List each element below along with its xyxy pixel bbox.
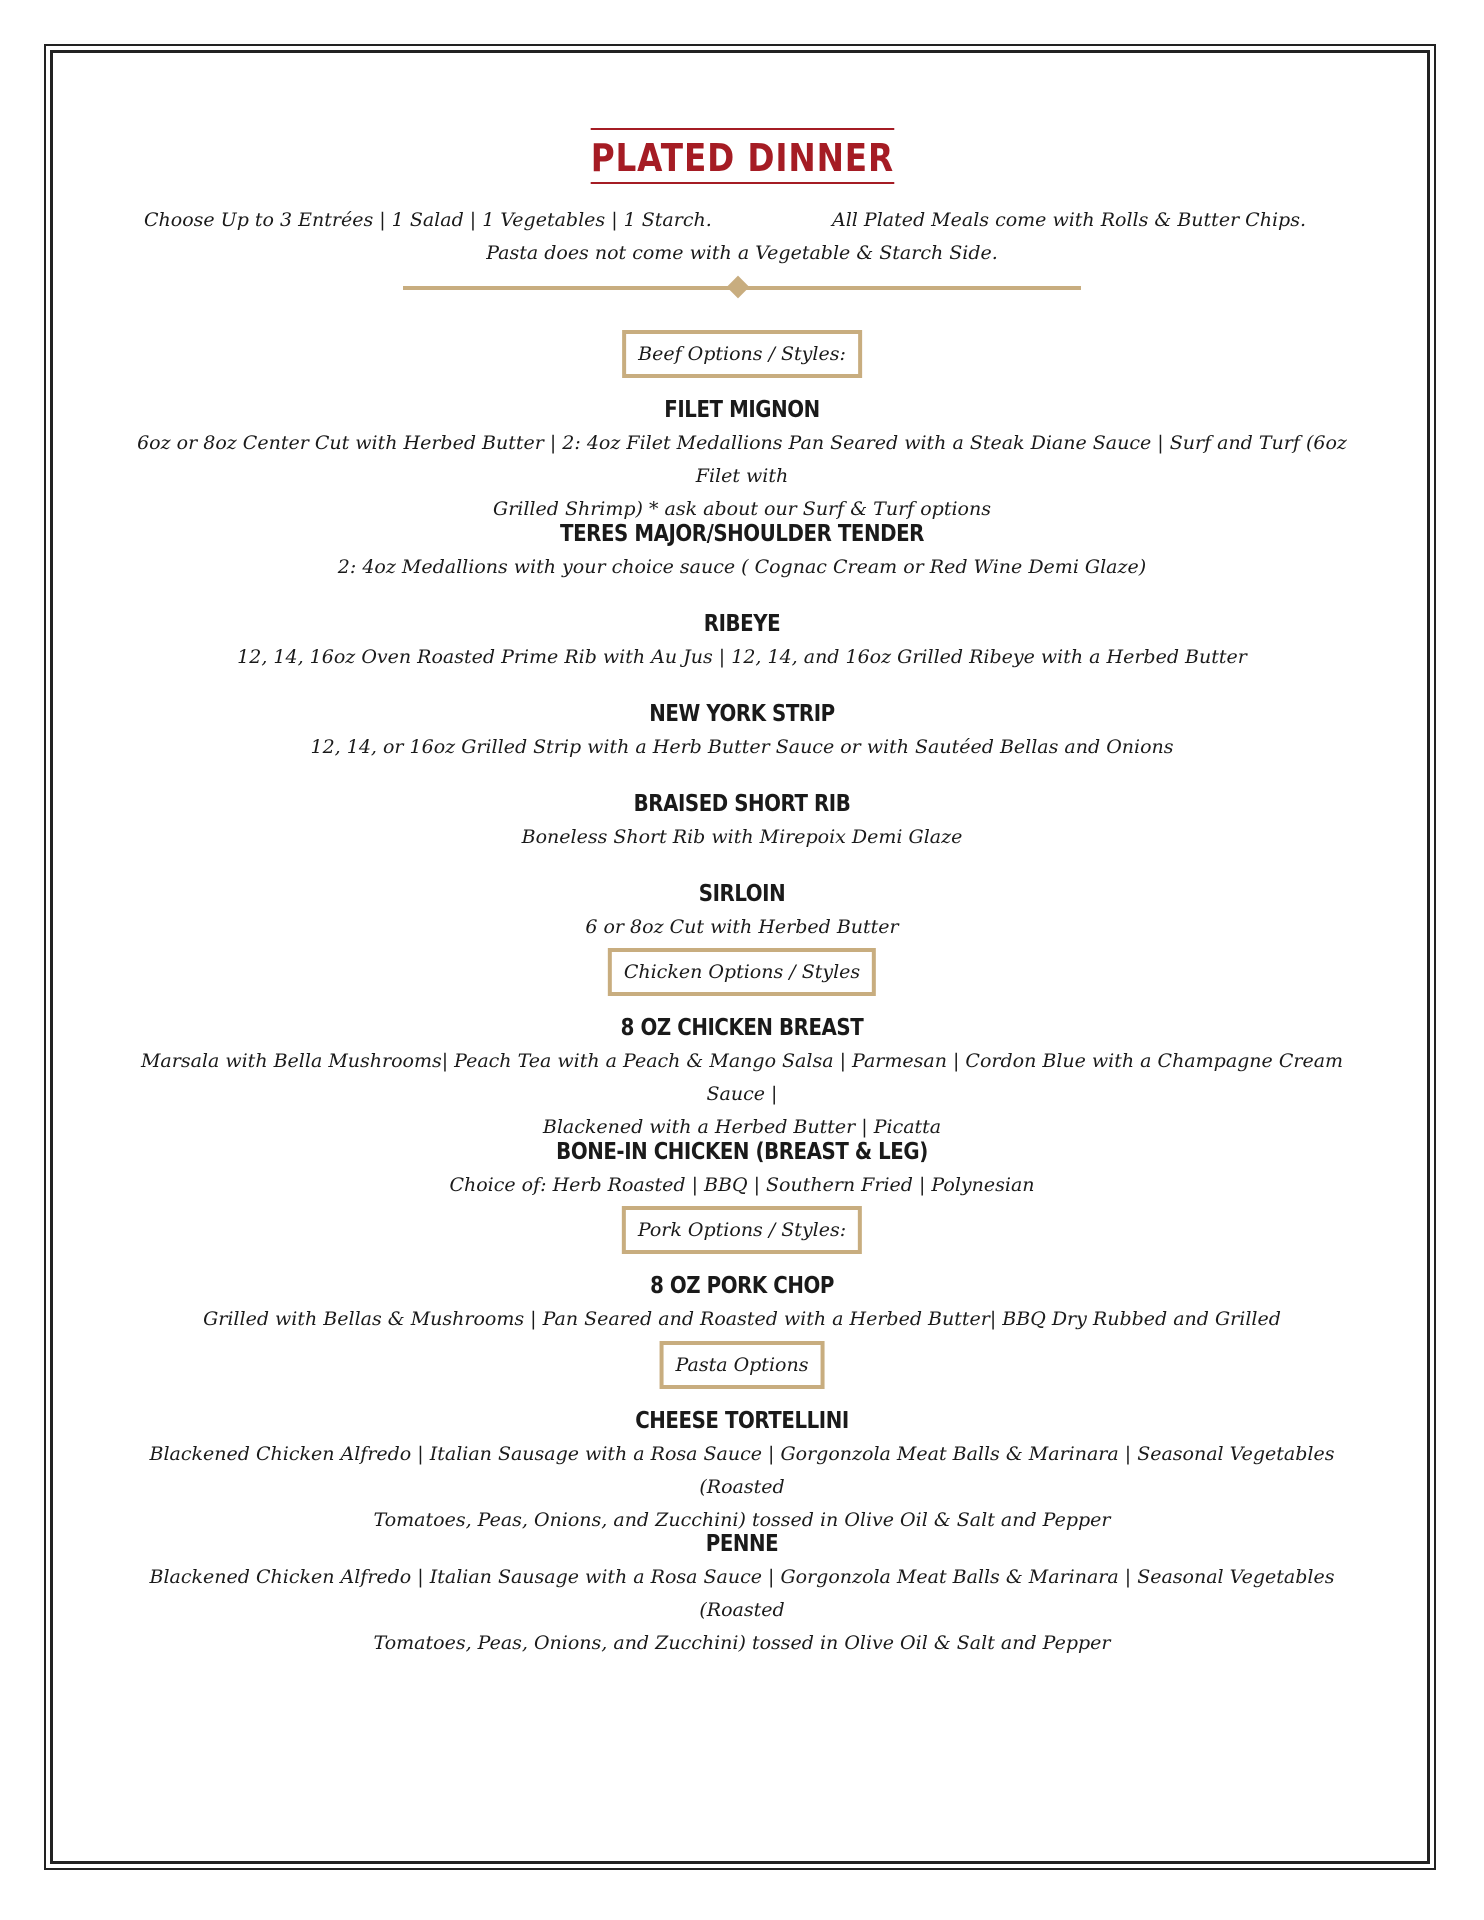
menu-item-sirloin <box>120 879 1364 944</box>
item-description: 12, 14, 16oz Oven Roasted Prime Rib with Au Jus | 12, 14, and 16oz Grilled Ribeye with a Herbed Butter <box>237 646 1247 668</box>
menu-item-chicken-breast <box>120 1013 1364 1144</box>
section-badge-pasta: Pasta Options <box>660 1341 825 1389</box>
item-description: 12, 14, or 16oz Grilled Strip with a Herb Butter Sauce or with Sautéed Bellas and Onions <box>310 736 1174 758</box>
item-description-line: Tomatoes, Peas, Onions, and Zucchini) tossed in Olive Oil & Salt and Pepper <box>373 1632 1111 1654</box>
menu-item-penne <box>120 1529 1364 1660</box>
item-name: TERES MAJOR/SHOULDER TENDER <box>560 521 924 547</box>
item-description-line: Blackened with a Herbed Butter | Picatta <box>542 1116 942 1138</box>
item-description: Grilled with Bellas & Mushrooms | Pan Seared and Roasted with a Herbed Butter| BBQ Dry Rubbed and Grilled <box>203 1308 1281 1330</box>
item-description-line: 6oz or 8oz Center Cut with Herbed Butter | 2: 4oz Filet Medallions Pan Seared with a Steak Diane Sauce | Surf and Turf (6oz Filet with <box>137 432 1347 487</box>
item-name: SIRLOIN <box>698 881 786 907</box>
menu-item-teres-major <box>120 519 1364 584</box>
item-description: 6 or 8oz Cut with Herbed Butter <box>585 916 899 938</box>
item-name: BRAISED SHORT RIB <box>633 791 851 817</box>
section-badge-beef: Beef Options / Styles: <box>622 330 862 378</box>
item-description <box>120 1045 1364 1144</box>
menu-item-pork-chop <box>120 1271 1364 1336</box>
item-description: 2: 4oz Medallions with your choice sauce ( Cognac Cream or Red Wine Demi Glaze) <box>337 556 1147 578</box>
intro-rolls-note: All Plated Meals come with Rolls & Butter Chips. <box>832 209 1306 231</box>
title-block <box>120 128 1364 184</box>
item-description <box>120 1561 1364 1660</box>
item-name: BONE-IN CHICKEN (BREAST & LEG) <box>556 1139 928 1165</box>
item-name: NEW YORK STRIP <box>649 701 835 727</box>
item-description-line: Marsala with Bella Mushrooms| Peach Tea with a Peach & Mango Salsa | Parmesan | Cordon Blue with a Champagne Cream Sauce | <box>140 1050 1344 1105</box>
item-name: 8 OZ PORK CHOP <box>650 1273 834 1299</box>
item-name: PENNE <box>705 1531 779 1557</box>
item-description <box>120 1438 1364 1537</box>
item-name: FILET MIGNON <box>664 397 820 423</box>
item-name: 8 OZ CHICKEN BREAST <box>620 1015 864 1041</box>
section-badge-chicken: Chicken Options / Styles <box>608 948 876 996</box>
item-description-line: Tomatoes, Peas, Onions, and Zucchini) tossed in Olive Oil & Salt and Pepper <box>373 1509 1111 1531</box>
intro-pasta-note: Pasta does not come with a Vegetable & Starch Side. <box>486 242 998 264</box>
item-description: Boneless Short Rib with Mirepoix Demi Glaze <box>521 826 963 848</box>
item-name: RIBEYE <box>703 611 781 637</box>
section-badge-pork: Pork Options / Styles: <box>622 1206 862 1254</box>
item-description-line: Grilled Shrimp) * ask about our Surf & Turf options <box>493 498 991 520</box>
item-description-line: Blackened Chicken Alfredo | Italian Sausage with a Rosa Sauce | Gorgonzola Meat Balls & Marinara | Seasonal Vegetables (Roasted <box>149 1443 1335 1498</box>
menu-item-filet-mignon <box>120 395 1364 526</box>
item-description: Choice of: Herb Roasted | BBQ | Southern Fried | Polynesian <box>449 1174 1035 1196</box>
menu-item-bone-in-chicken <box>120 1137 1364 1202</box>
item-description <box>120 427 1364 526</box>
page-title: PLATED DINNER <box>590 128 893 184</box>
menu-item-cheese-tortellini <box>120 1406 1364 1537</box>
intro-choices: Choose Up to 3 Entrées | 1 Salad | 1 Vegetables | 1 Starch. <box>144 209 712 231</box>
menu-item-new-york-strip <box>120 699 1364 764</box>
item-name: CHEESE TORTELLINI <box>635 1408 849 1434</box>
item-description-line: Blackened Chicken Alfredo | Italian Sausage with a Rosa Sauce | Gorgonzola Meat Balls & Marinara | Seasonal Vegetables (Roasted <box>149 1566 1335 1621</box>
menu-item-braised-short-rib <box>120 789 1364 854</box>
menu-item-ribeye <box>120 609 1364 674</box>
